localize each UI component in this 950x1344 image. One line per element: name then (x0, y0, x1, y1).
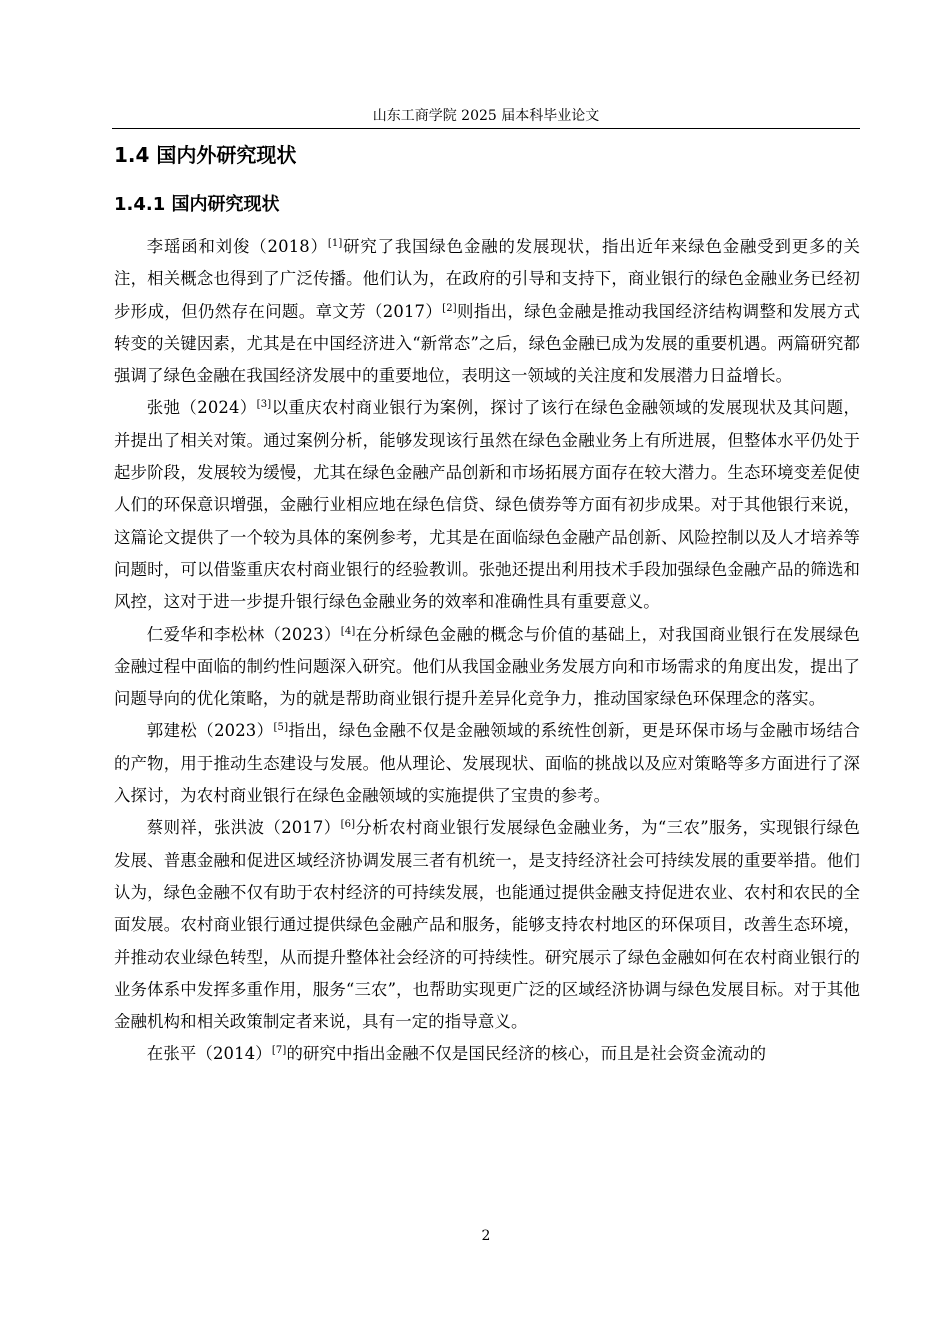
paragraph-text: 李瑶函和刘俊（2018） (146, 237, 328, 256)
paragraph-2 (114, 392, 860, 618)
body-text (114, 231, 860, 1071)
paragraph-4 (114, 715, 860, 812)
subsection-heading: 1.4.1 国内研究现状 (114, 194, 280, 215)
paragraph-text: 仁爱华和李松林（2023） (146, 624, 341, 644)
running-header: 山东工商学院 2025 届本科毕业论文 (372, 108, 600, 124)
paragraph-text: 研究了我国绿色金融的发展现状，指出近年来绿色金融受到更多的关注，相关概念也得到了广泛传播。他们认为，在政府的引导和支持下，商业银行的绿色金融业务已经初步形成，但仍然存在问题。章文芳（2017） (114, 237, 861, 321)
section-heading: 1.4 国内外研究现状 (114, 143, 297, 167)
paragraph-text: 的研究中指出金融不仅是国民经济的核心，而且是社会资金流动的 (286, 1044, 767, 1064)
citation-ref: [6] (340, 819, 356, 831)
paragraph-text: 以重庆农村商业银行为案例，探讨了该行在绿色金融领域的发展现状及其问题，并提出了相关对策。通过案例分析，能够发现该行虽然在绿色金融业务上有所进展，但整体水平仍处于起步阶段，发展较为缓慢，尤其在绿色金融产品创新和市场拓展方面存在较大潜力。生态环境变差促使人们的环保意识增强，金融行业相应地在绿色信贷、绿色债券等方面有初步成果。对于其他银行来说，这篇论文提供了一个较为具体的案例参考，尤其是在面临绿色金融产品创新、风险控制以及人才培养等问题时，可以借鉴重庆农村商业银行的经验教训。张弛还提出利用技术手段加强绿色金融产品的筛选和风控，这对于进一步提升银行绿色金融业务的效率和准确性具有重要意义。 (114, 398, 860, 612)
paragraph-text: 则指出，绿色金融是推动我国经济结构调整和发展方式转变的关键因素，尤其是在中国经济进入“新常态”之后，绿色金融已成为发展的重要机遇。两篇研究都强调了绿色金融在我国经济发展中的重要地位，表明这一领域的关注度和发展潜力日益增长。 (114, 301, 860, 386)
citation-ref: [2] (442, 302, 457, 314)
citation-ref: [7] (271, 1045, 287, 1057)
citation-ref: [5] (273, 722, 289, 734)
paragraph-6 (114, 1038, 860, 1070)
paragraph-5 (114, 812, 860, 1038)
paragraph-text: 分析农村商业银行发展绿色金融业务，为“三农”服务，实现银行绿色发展、普惠金融和促进区域经济协调发展三者有机统一，是支持经济社会可持续发展的重要举措。他们认为，绿色金融不仅有助于农村经济的可持续发展，也能通过提供金融支持促进农业、农村和农民的全面发展。农村商业银行通过提供绿色金融产品和服务，能够支持农村地区的环保项目，改善生态环境，并推动农业绿色转型，从而提升整体社会经济的可持续性。研究展示了绿色金融如何在农村商业银行的业务体系中发挥多重作用，服务“三农”，也帮助实现更广泛的区域经济协调与绿色发展目标。对于其他金融机构和相关政策制定者来说，具有一定的指导意义。 (114, 818, 860, 1032)
paragraph-text: 指出，绿色金融不仅是金融领域的系统性创新，更是环保市场与金融市场结合的产物，用于推动生态建设与发展。他从理论、发展现状、面临的挑战以及应对策略等多方面进行了深入探讨，为农村商业银行在绿色金融领域的实施提供了宝贵的参考。 (114, 721, 860, 806)
citation-ref: [4] (340, 625, 356, 637)
paragraph-text: 在分析绿色金融的概念与价值的基础上，对我国商业银行在发展绿色金融过程中面临的制约性问题深入研究。他们从我国金融业务发展方向和市场需求的角度出发，提出了问题导向的优化策略，为的就是帮助商业银行提升差异化竞争力，推动国家绿色环保理念的落实。 (114, 624, 861, 709)
paragraph-text: 郭建松（2023） (146, 721, 274, 741)
citation-ref: [3] (256, 399, 272, 411)
page-number: 2 (481, 1228, 491, 1244)
paragraph-text: 张弛（2024） (146, 398, 257, 418)
header-rule (112, 128, 860, 129)
paragraph-text: 在张平（2014） (146, 1044, 272, 1064)
paragraph-1 (114, 231, 860, 392)
paragraph-text: 蔡则祥，张洪波（2017） (146, 818, 341, 838)
citation-ref: [1] (327, 238, 343, 249)
paragraph-3 (114, 619, 860, 716)
